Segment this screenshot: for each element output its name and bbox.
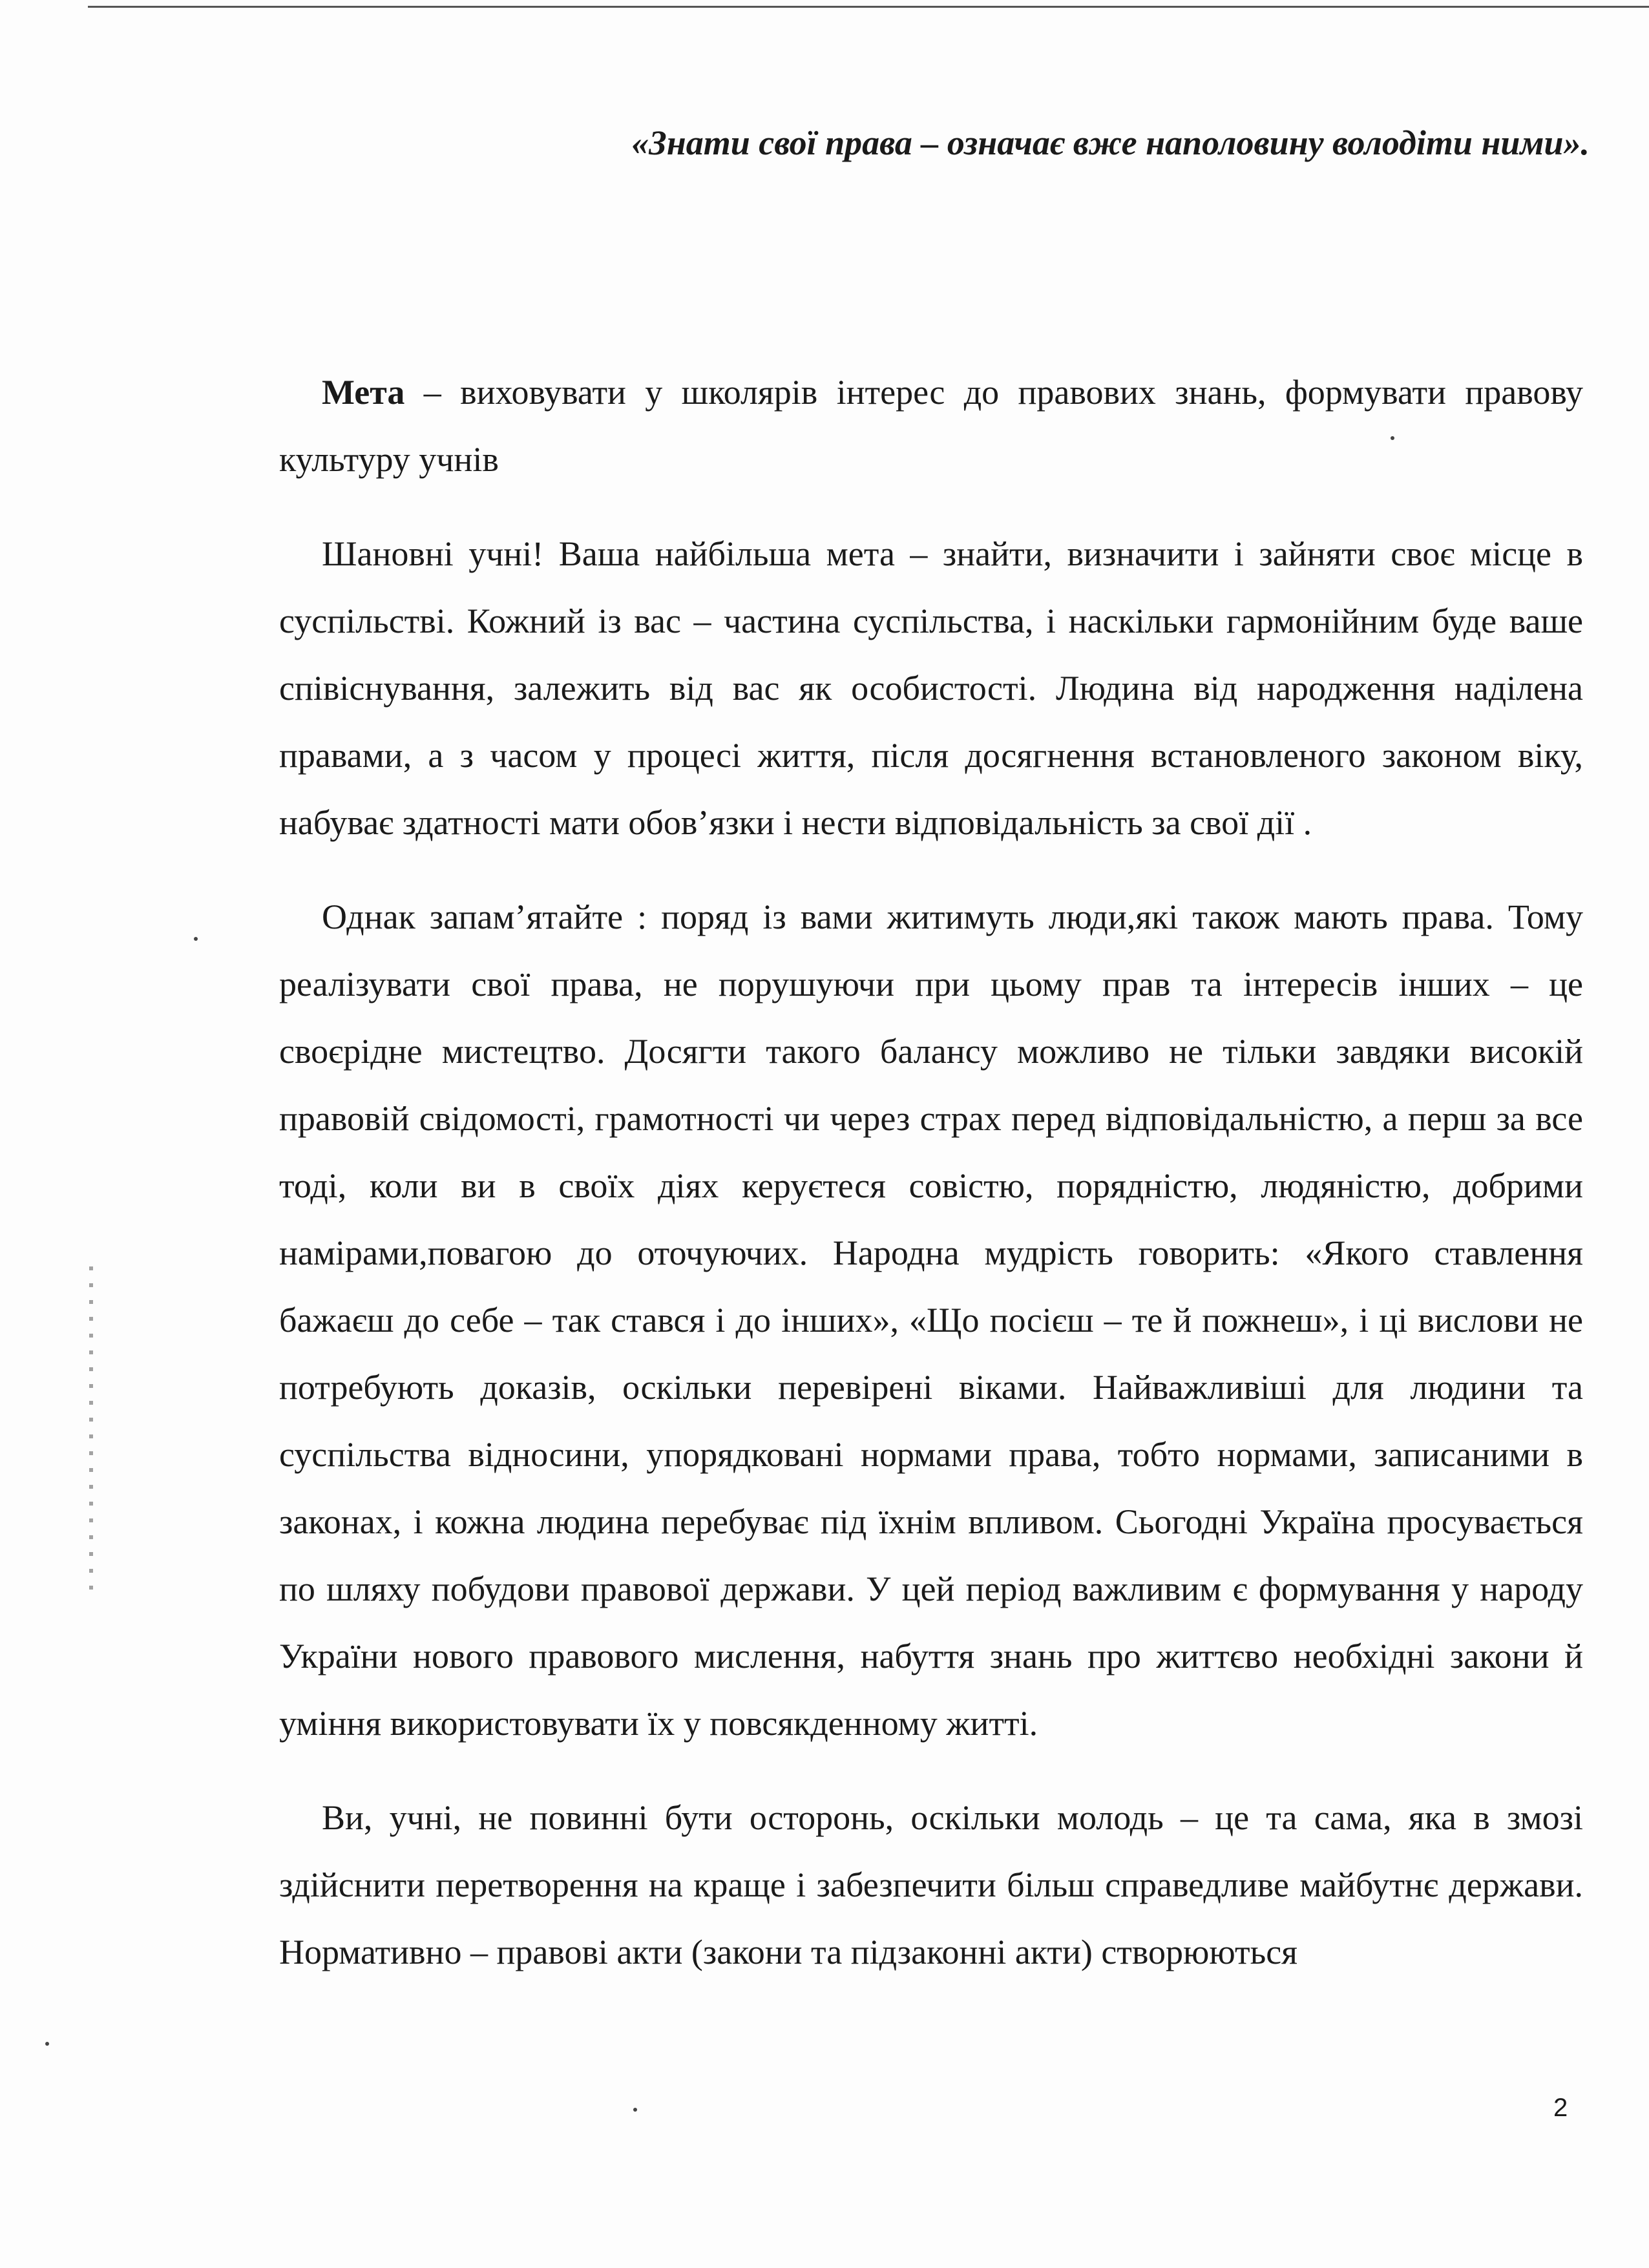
page-number: 2: [1553, 2094, 1568, 2122]
top-border-line: [88, 6, 1649, 8]
aim-text: – виховувати у школярів інтерес до правових знань, формувати правову культуру учнів: [279, 373, 1583, 479]
paragraph-2: Однак запам’ятайте : поряд із вами житимуть люди,які також мають права. Тому реалізувати свої права, не порушуючи при цьому прав та інтересів інших – це своєрідне мистецтво. Досягти такого балансу можливо не тільки завдяки високій правовій свідомості, грамотності чи через страх перед відповідальністю, а перш за все тоді, коли ви в своїх діях керуєтеся совістю, порядністю, людяністю, добрими намірами,повагою до оточуючих. Народна мудрість говорить: «Якого ставлення бажаєш до себе – так стався і до інших», «Що посієш – те й пожнеш», і ці вислови не потребують доказів, оскільки перевірені віками. Найважливіші для людини та суспільства відносини, упорядковані нормами права, тобто нормами, записаними в законах, і кожна людина перебуває під їхнім впливом. Сьогодні Україна просувається по шляху побудови правової держави. У цей період важливим є формування у народу України нового правового мислення, набуття знань про життєво необхідні закони й уміння використовувати їх у повсякденному житті.: [279, 898, 1583, 1743]
scan-speck: [633, 2108, 637, 2112]
paragraph-1: Шановні учні! Ваша найбільша мета – знайти, визначити і зайняти своє місце в суспільстві. Кожний із вас – частина суспільства, і наскільки гармонійним буде ваше співіснування, залежить від вас як особистості. Людина від народження наділена правами, а з часом у процесі життя, після досягнення встановленого законом віку, набуває здатності мати обов’язки і нести відповідальність за свої дії .: [279, 534, 1583, 842]
epigraph-quote: «Знати свої права – означає вже наполовину володіти ними».: [631, 123, 1590, 162]
scan-speck: [1391, 436, 1394, 440]
aim-label: Мета: [322, 373, 405, 412]
document-body: [279, 359, 1583, 1986]
scan-speck: [194, 937, 198, 941]
scan-margin-marks: [89, 1266, 93, 1590]
aim-paragraph: [279, 359, 1583, 493]
scan-speck: [45, 2042, 49, 2046]
paragraph-3: Ви, учні, не повинні бути осторонь, оскільки молодь – це та сама, яка в змозі здійснити перетворення на краще і забезпечити більш справедливе майбутнє держави. Нормативно – правові акти (закони та підзаконні акти) створюються: [279, 1798, 1583, 1971]
